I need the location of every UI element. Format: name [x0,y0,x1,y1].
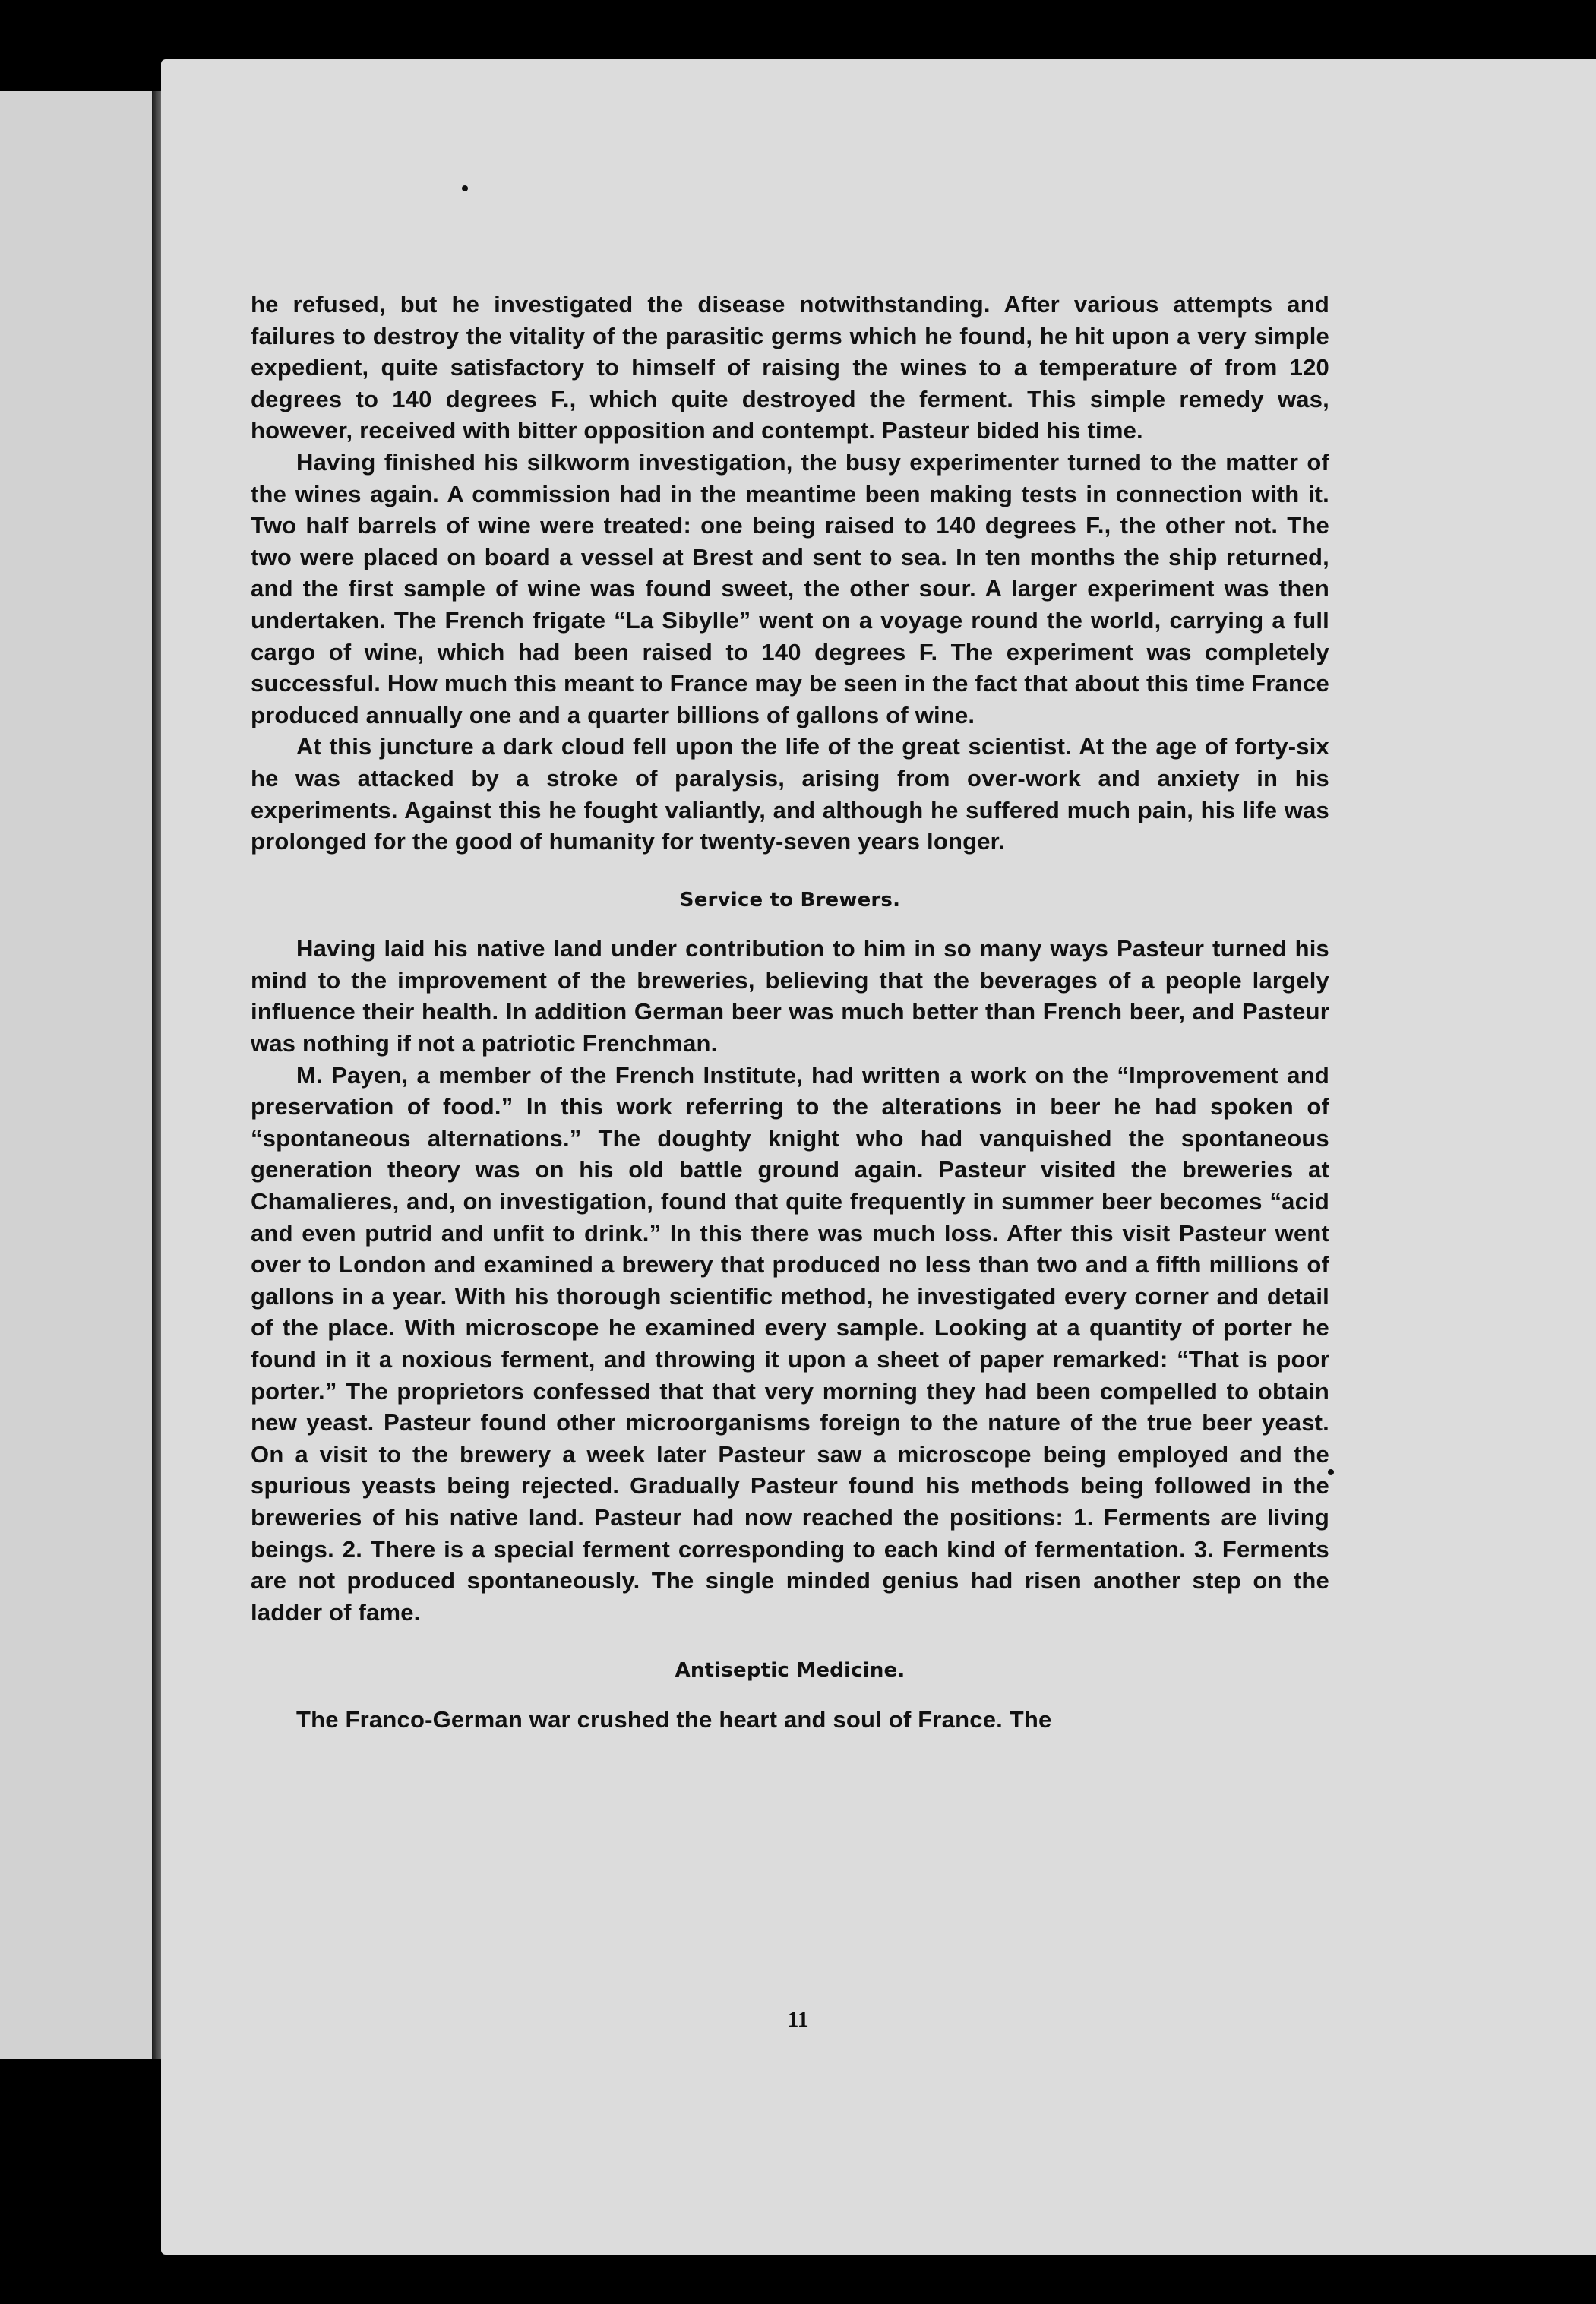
paragraph: The Franco-German war crushed the heart and soul of France. The [296,1705,1052,1733]
section-heading-antiseptic: Antiseptic Medicine. [675,1659,905,1683]
adjacent-left-page [0,91,156,2059]
page-text [251,289,1329,1736]
paragraph: Having finished his silkworm investigation, the busy experimenter turned to the matter of the wines again. A commission had in the meantime been making tests in connection with it. Two half barrels of wine were treated: one being raised to 140 degrees F., the other not. The two were placed on board a vessel at Brest and sent to sea. In ten months the ship returned, and the first sample of wine was found sweet, the other sour. A larger experiment was then undertaken. The French frigate “La Sibylle” went on a voyage round the world, carrying a full cargo of wine, which had been raised to 140 degrees F. The experiment was completely successful. How much this meant to France may be seen in the fact that about this time France produced annually one and a quarter billions of gallons of wine. [251,448,1329,728]
paragraph: he refused, but he investigated the disease notwithstanding. After various attempts and failures to destroy the vitality of the parasitic germs which he found, he hit upon a very simple expedient, quite satisfactory to himself of raising the wines to a temperature of from 120 degrees to 140 degrees F., which quite destroyed the ferment. This simple remedy was, however, received with bitter opposition and contempt. Pasteur bided his time. [251,291,1329,444]
section-heading-brewers: Service to Brewers. [679,888,901,912]
page-number: 11 [787,2007,809,2032]
speck-mark [462,185,468,191]
paragraph: M. Payen, a member of the French Institute, had written a work on the “Improvement and preservation of food.” In this work referring to the alterations in beer he had spoken of “spontaneous alternations.” The doughty knight who had vanquished the spontaneous generation theory was on his old battle ground again. Pasteur visited the breweries at Chamalieres, and, on investigation, found that quite frequently in summer beer becomes “acid and even putrid and unfit to drink.” In this there was much loss. After this visit Pasteur went over to London and examined a brewery that produced no less than two and a fifth millions of gallons in a year. With his thorough scientific method, he investigated every corner and detail of the place. With microscope he examined every sample. Looking at a quantity of porter he found in it a noxious ferment, and throwing it upon a sheet of paper remarked: “That is poor porter.” The proprietors confessed that that very morning they had been compelled to obtain new yeast. Pasteur found other microorganisms foreign to the nature of the true beer yeast. On a visit to the brewery a week later Pasteur saw a microscope being employed and the spurious yeasts being rejected. Gradually Pasteur found his methods being followed in the breweries of his native land. Pasteur had now reached the positions: 1. Ferments are living beings. 2. There is a special ferment corresponding to each kind of fermentation. 3. Ferments are not produced spontaneously. The single minded genius had risen another step on the ladder of fame. [251,1061,1329,1626]
paragraph: Having laid his native land under contribution to him in so many ways Pasteur turned his mind to the improvement of the breweries, believing that the beverages of a people largely influence their health. In addition German beer was much better than French beer, and Pasteur was nothing if not a patriotic Frenchman. [251,935,1329,1057]
book-gutter [152,91,161,2059]
paragraph: At this juncture a dark cloud fell upon the life of the great scientist. At the age of forty-six he was attacked by a stroke of paralysis, arising from over-work and anxiety in his experiments. Against this he fought valiantly, and although he suffered much pain, his life was prolonged for the good of humanity for twenty-seven years longer. [251,733,1329,855]
